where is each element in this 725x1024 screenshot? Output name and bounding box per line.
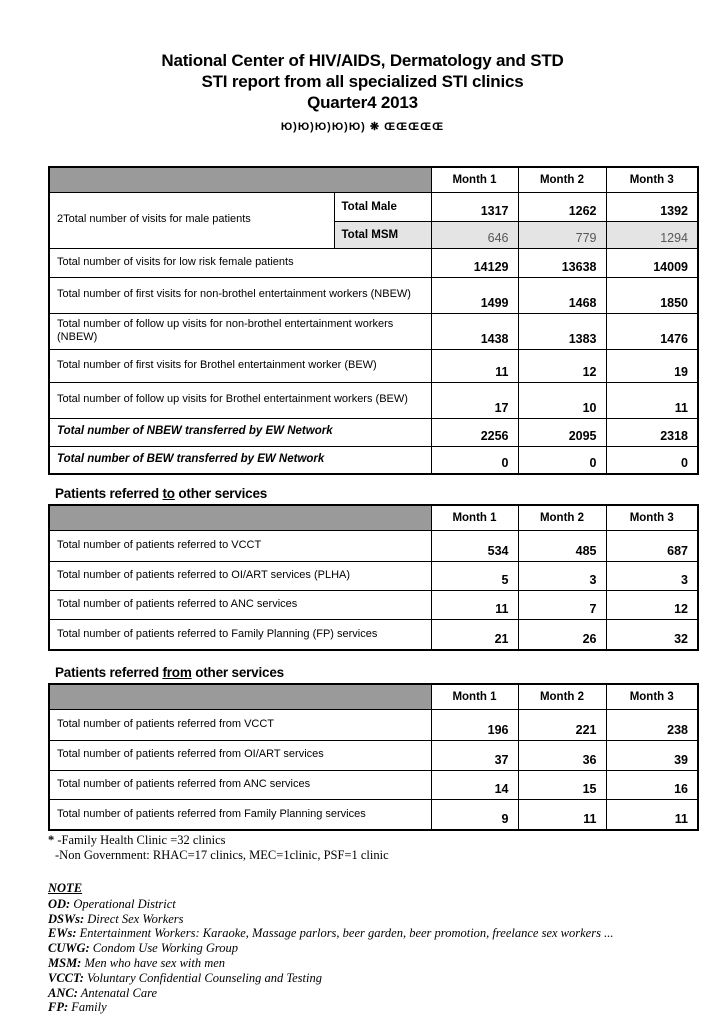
table-row: [49, 248, 698, 277]
value-cell: 12: [606, 590, 698, 619]
referred-from-table: [48, 683, 699, 831]
heading-suffix: other services: [174, 486, 268, 501]
heading-prefix: Patients referred: [55, 486, 163, 501]
row-label: Total number of patients referred to Family Planning (FP) services: [49, 619, 431, 650]
value-cell: 5: [431, 561, 518, 590]
referred-from-heading: [55, 665, 725, 680]
heading-underlined-word: from: [162, 665, 192, 680]
table-row: [49, 313, 698, 349]
footnote-line-2: -Non Government: RHAC=17 clinics, MEC=1clinic, PSF=1 clinic: [55, 848, 389, 862]
row-label: Total number of patients referred from VCCT: [49, 709, 431, 740]
value-cell: 1850: [606, 277, 698, 313]
value-cell: 13638: [518, 248, 606, 277]
value-cell: 14129: [431, 248, 518, 277]
report-title-block: [0, 0, 725, 133]
value-cell: 485: [518, 530, 606, 561]
note-term: OD:: [48, 896, 71, 911]
value-cell: 11: [606, 382, 698, 418]
header-gray-cell: [49, 505, 431, 530]
value-cell: 3: [518, 561, 606, 590]
value-cell: 646: [431, 221, 518, 248]
table-row: [49, 799, 698, 830]
value-cell: 39: [606, 740, 698, 770]
value-cell: 2256: [431, 418, 518, 446]
value-cell: 11: [431, 590, 518, 619]
note-block: [48, 881, 725, 1015]
value-cell: 1317: [431, 192, 518, 221]
visits-table-header-row: [49, 167, 698, 192]
value-cell: 221: [518, 709, 606, 740]
value-cell: 11: [606, 799, 698, 830]
footnote-line-1: [48, 833, 725, 848]
value-cell: 14009: [606, 248, 698, 277]
referred-from-header-row: [49, 684, 698, 709]
note-item: [48, 971, 725, 986]
value-cell: 196: [431, 709, 518, 740]
month-1-header: Month 1: [431, 684, 518, 709]
sub-row-label: Total MSM: [334, 221, 431, 248]
value-cell: 32: [606, 619, 698, 650]
table-row: [49, 740, 698, 770]
note-definition: Entertainment Workers: Karaoke, Massage parlors, beer garden, beer promotion, freelance sex workers ...: [76, 926, 614, 941]
row-label: Total number of first visits for non-brothel entertainment workers (NBEW): [49, 277, 431, 313]
note-item: [48, 941, 725, 956]
note-item: [48, 897, 725, 912]
note-item: [48, 912, 725, 927]
value-cell: 238: [606, 709, 698, 740]
row-label: Total number of follow up visits for non-brothel entertainment workers (NBEW): [49, 313, 431, 349]
row-label: Total number of first visits for Brothel entertainment worker (BEW): [49, 349, 431, 382]
value-cell: 10: [518, 382, 606, 418]
referred-to-header-row: [49, 505, 698, 530]
referred-to-table: [48, 504, 699, 651]
visits-table: [48, 166, 699, 475]
table-row: [49, 530, 698, 561]
value-cell: 0: [518, 446, 606, 474]
note-term: DSWs:: [48, 911, 85, 926]
heading-underlined-word: to: [162, 486, 175, 501]
header-gray-cell: [49, 167, 431, 192]
value-cell: 779: [518, 221, 606, 248]
note-definition: Condom Use Working Group: [89, 941, 239, 956]
note-definition: Voluntary Confidential Counseling and Testing: [83, 970, 322, 985]
month-2-header: Month 2: [518, 684, 606, 709]
report-title-line-1: National Center of HIV/AIDS, Dermatology and STD: [161, 51, 564, 70]
note-term: MSM:: [48, 955, 82, 970]
table-row: [49, 619, 698, 650]
footnote-asterisk: *: [48, 833, 55, 847]
note-term: EWs:: [48, 926, 77, 941]
note-term: ANC:: [48, 985, 78, 1000]
value-cell: 2095: [518, 418, 606, 446]
value-cell: 534: [431, 530, 518, 561]
note-item: [48, 986, 725, 1001]
table-row: [49, 277, 698, 313]
value-cell: 1294: [606, 221, 698, 248]
sub-row-label: Total Male: [334, 192, 431, 221]
note-definition: Direct Sex Workers: [84, 911, 184, 926]
report-title-line-2: STI report from all specialized STI clinics: [201, 72, 524, 91]
value-cell: 1262: [518, 192, 606, 221]
value-cell: 1392: [606, 192, 698, 221]
month-3-header: Month 3: [606, 167, 698, 192]
month-3-header: Month 3: [606, 684, 698, 709]
value-cell: 12: [518, 349, 606, 382]
month-3-header: Month 3: [606, 505, 698, 530]
note-item: [48, 926, 725, 941]
value-cell: 26: [518, 619, 606, 650]
row-label: Total number of patients referred to OI/ART services (PLHA): [49, 561, 431, 590]
value-cell: 11: [431, 349, 518, 382]
value-cell: 21: [431, 619, 518, 650]
report-title-line-3: Quarter4 2013: [307, 93, 418, 112]
value-cell: 1499: [431, 277, 518, 313]
note-item: [48, 956, 725, 971]
footnote-block: [48, 833, 725, 863]
row-label: Total number of visits for low risk female patients: [49, 248, 431, 277]
row-label: Total number of BEW transferred by EW Network: [49, 446, 431, 474]
row-label: Total number of patients referred from Family Planning services: [49, 799, 431, 830]
value-cell: 16: [606, 770, 698, 799]
row-label: Total number of patients referred to VCCT: [49, 530, 431, 561]
month-1-header: Month 1: [431, 505, 518, 530]
row-label: Total number of follow up visits for Brothel entertainment workers (BEW): [49, 382, 431, 418]
month-2-header: Month 2: [518, 505, 606, 530]
row-label: Total number of NBEW transferred by EW Network: [49, 418, 431, 446]
table-row: [49, 561, 698, 590]
table-row-bew-transferred: [49, 446, 698, 474]
khmer-ornament: Ю)Ю)Ю)Ю)Ю) ❋ ŒŒŒŒŒ: [280, 121, 445, 133]
value-cell: 9: [431, 799, 518, 830]
value-cell: 1383: [518, 313, 606, 349]
value-cell: 1468: [518, 277, 606, 313]
row-label: Total number of patients referred from OI/ART services: [49, 740, 431, 770]
header-gray-cell: [49, 684, 431, 709]
value-cell: 1438: [431, 313, 518, 349]
value-cell: 687: [606, 530, 698, 561]
row-label: Total number of patients referred to ANC services: [49, 590, 431, 619]
heading-prefix: Patients referred: [55, 665, 163, 680]
value-cell: 3: [606, 561, 698, 590]
table-row-nbew-transferred: [49, 418, 698, 446]
table-row: [49, 382, 698, 418]
note-item: [48, 1000, 725, 1015]
value-cell: 1476: [606, 313, 698, 349]
note-heading: NOTE: [48, 881, 83, 895]
note-term: VCCT:: [48, 970, 84, 985]
month-1-header: Month 1: [431, 167, 518, 192]
value-cell: 19: [606, 349, 698, 382]
value-cell: 17: [431, 382, 518, 418]
note-term: FP:: [48, 1000, 69, 1015]
heading-suffix: other services: [191, 665, 284, 680]
table-row: [49, 349, 698, 382]
footnote-line-1-text: -Family Health Clinic =32 clinics: [54, 833, 226, 847]
table-row: [49, 709, 698, 740]
table-row-total-male: [49, 192, 698, 221]
note-definition: Family: [68, 1000, 107, 1015]
value-cell: 11: [518, 799, 606, 830]
row-label: 2Total number of visits for male patients: [49, 192, 334, 248]
referred-to-heading: [55, 486, 725, 501]
note-definition: Operational District: [70, 896, 176, 911]
value-cell: 37: [431, 740, 518, 770]
month-2-header: Month 2: [518, 167, 606, 192]
value-cell: 36: [518, 740, 606, 770]
note-definition: Antenatal Care: [77, 985, 158, 1000]
value-cell: 0: [606, 446, 698, 474]
value-cell: 14: [431, 770, 518, 799]
table-row: [49, 590, 698, 619]
note-definition: Men who have sex with men: [81, 955, 226, 970]
value-cell: 2318: [606, 418, 698, 446]
value-cell: 7: [518, 590, 606, 619]
value-cell: 0: [431, 446, 518, 474]
value-cell: 15: [518, 770, 606, 799]
note-term: CUWG:: [48, 941, 90, 956]
table-row: [49, 770, 698, 799]
row-label: Total number of patients referred from ANC services: [49, 770, 431, 799]
